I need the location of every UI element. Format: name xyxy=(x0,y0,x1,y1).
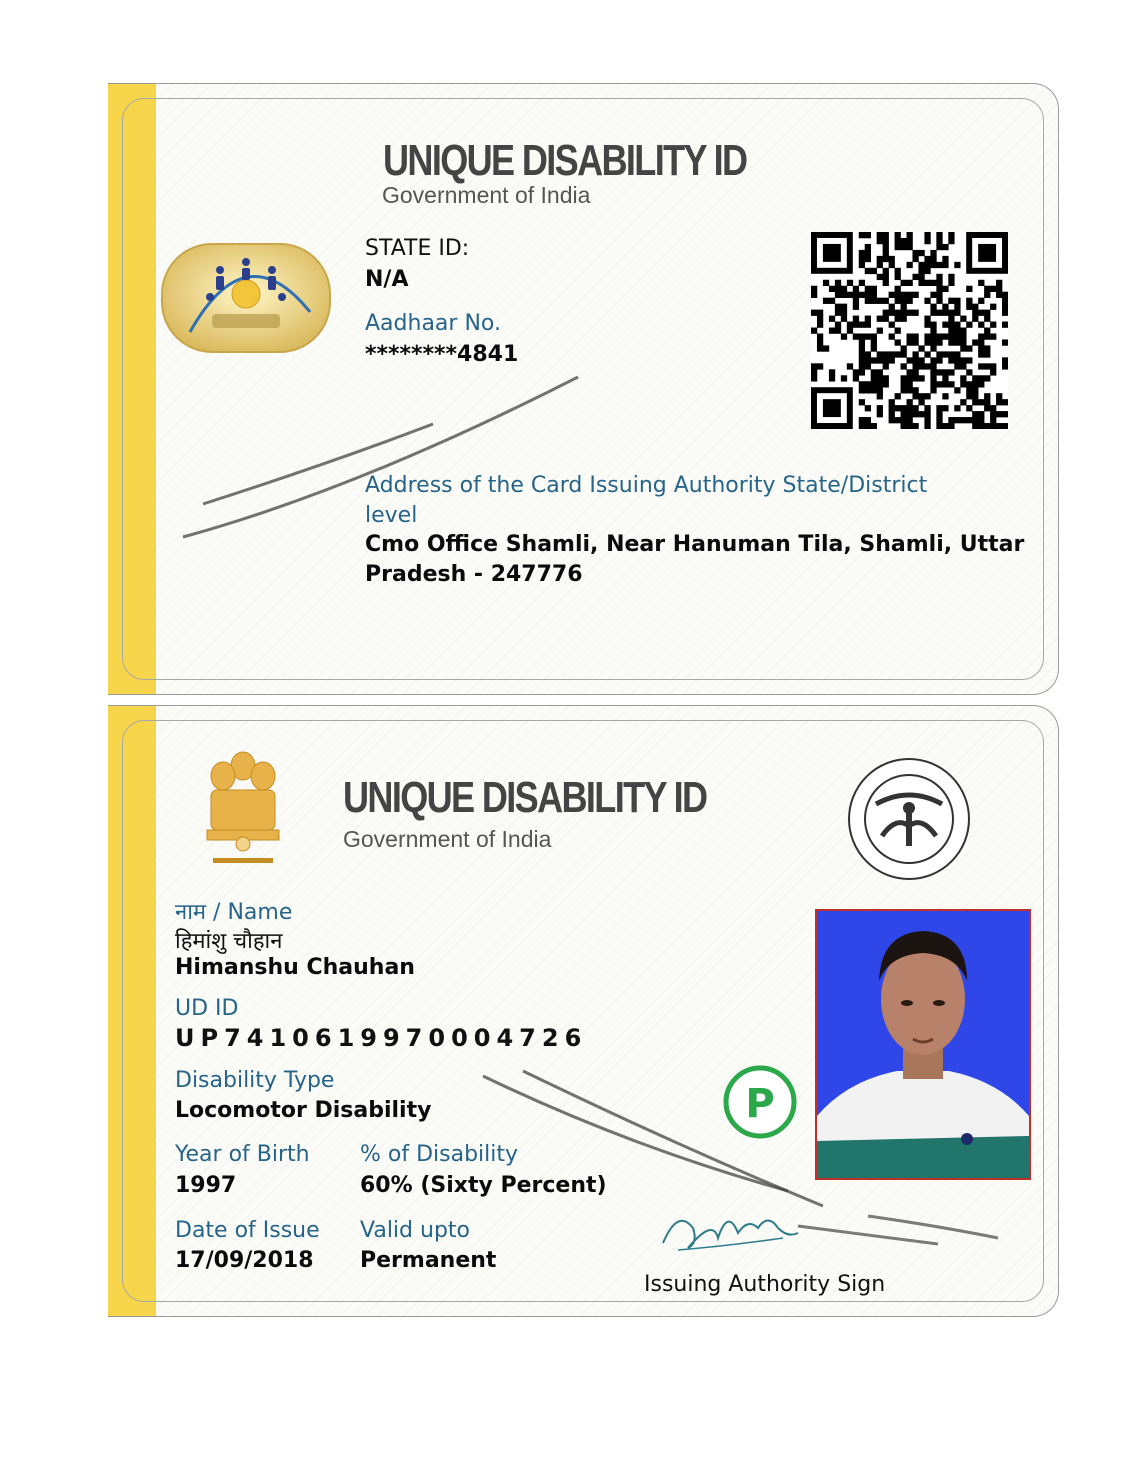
disability-type-value: Locomotor Disability xyxy=(175,1098,432,1123)
percent-disability-value: 60% (Sixty Percent) xyxy=(360,1173,607,1198)
aadhaar-value: ********4841 xyxy=(365,342,519,367)
card-title: UNIQUE DISABILITY ID xyxy=(383,136,747,185)
valid-upto-label: Valid upto xyxy=(360,1218,470,1243)
date-of-issue-value: 17/09/2018 xyxy=(175,1248,314,1273)
state-seal-icon xyxy=(846,756,972,882)
year-of-birth-value: 1997 xyxy=(175,1173,237,1198)
card-subtitle: Government of India xyxy=(382,182,591,208)
name-hindi: हिमांशु चौहान xyxy=(175,929,283,954)
signature-icon xyxy=(658,1198,808,1258)
name-label: नाम / Name xyxy=(175,900,293,925)
name-english: Himanshu Chauhan xyxy=(175,955,415,980)
issuing-authority-sign-label: Issuing Authority Sign xyxy=(644,1272,886,1297)
national-emblem-icon xyxy=(203,746,283,871)
aadhaar-label: Aadhaar No. xyxy=(365,311,501,336)
year-of-birth-label: Year of Birth xyxy=(175,1142,310,1167)
card-title: UNIQUE DISABILITY ID xyxy=(343,773,707,822)
address-value: Cmo Office Shamli, Near Hanuman Tila, Shamli, Uttar Pradesh - 247776 xyxy=(365,532,1025,587)
p-badge-letter: P xyxy=(745,1081,775,1127)
percent-disability-label: % of Disability xyxy=(360,1142,519,1167)
state-id-value: N/A xyxy=(365,267,409,292)
udid-label: UD ID xyxy=(175,996,239,1021)
card-subtitle: Government of India xyxy=(343,826,552,852)
address-label: Address of the Card Issuing Authority State/District level xyxy=(365,473,928,528)
p-badge-icon xyxy=(722,1064,798,1140)
qr-code-icon xyxy=(811,232,1008,429)
udid-card-back xyxy=(108,83,1059,695)
udid-card-front xyxy=(108,705,1059,1317)
udid-value: UP74106199700047​26 xyxy=(175,1024,588,1052)
disability-logo-icon xyxy=(160,242,332,354)
date-of-issue-label: Date of Issue xyxy=(175,1218,320,1243)
person-photo xyxy=(815,909,1031,1180)
disability-type-label: Disability Type xyxy=(175,1068,335,1093)
valid-upto-value: Permanent xyxy=(360,1248,497,1273)
state-id-label: STATE ID: xyxy=(365,236,470,261)
